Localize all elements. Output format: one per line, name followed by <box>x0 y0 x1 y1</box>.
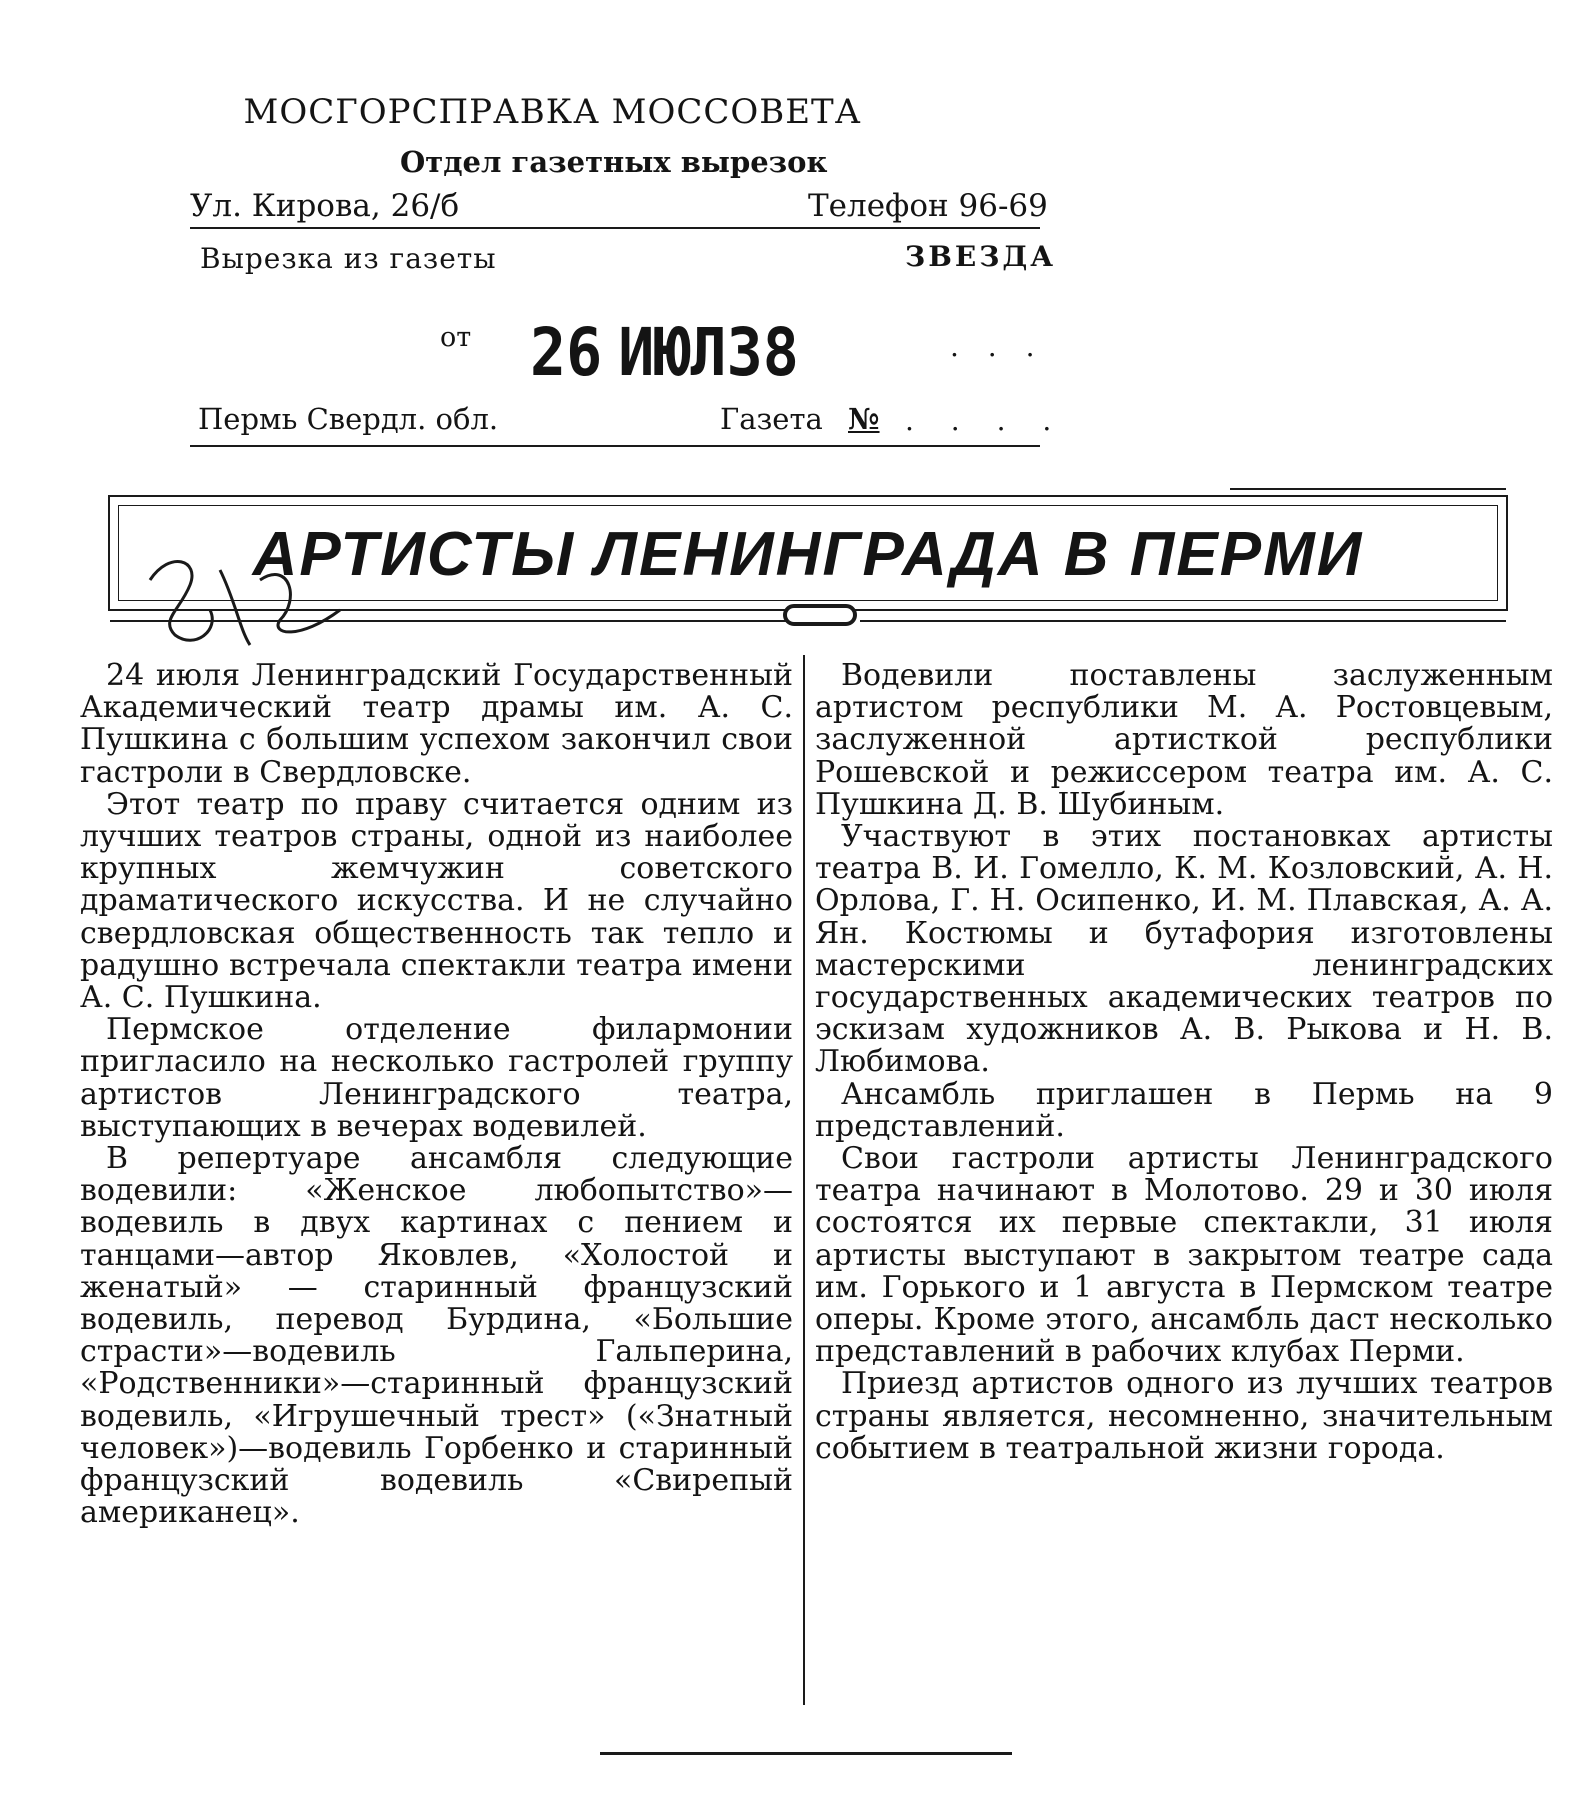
date-dots: . . . <box>950 330 1045 363</box>
date-month-year: ИЮЛ38 <box>618 314 799 392</box>
address-underline <box>190 227 1040 229</box>
paragraph: Участвуют в этих постановках артисты театра В. И. Гомелло, К. М. Козловский, А. Н. Орлова, Г. Н. Осипенко, И. М. Плавская, А. А. Ян. Костюмы и бутафория изготовлены мастерскими ленинградских государственных академических театров по эскизам художников А. В. Рыкова и Н. В. Любимова. <box>815 819 1553 1080</box>
address: Ул. Кирова, 26/б <box>190 188 460 224</box>
article-end-rule <box>600 1752 1012 1755</box>
header-bottom-rule <box>190 445 1040 447</box>
handwritten-signature <box>140 540 370 660</box>
headline-rule-right <box>860 620 1506 622</box>
newspaper-name: ЗВЕЗДА <box>905 240 1057 273</box>
phone: Телефон 96-69 <box>808 188 1048 224</box>
paragraph: Свои гастроли артисты Ленинградского театра начинают в Молотово. 29 и 30 июля состоятся их первые спектакли, 31 июля артисты выступают в закрытом театре сада им. Горького и 1 августа в Пермском театре оперы. Кроме этого, ансамбль даст несколько представлений в рабочих клубах Перми. <box>815 1141 1553 1370</box>
ornament-divider <box>783 604 857 626</box>
city: Пермь Свердл. обл. <box>198 402 499 436</box>
column-divider <box>803 655 805 1705</box>
headline-rule-left <box>110 620 790 622</box>
clipping-from-label: Вырезка из газеты <box>200 242 497 275</box>
agency-title: МОСГОРСПРАВКА МОССОВЕТА <box>243 92 862 132</box>
paragraph: Приезд артистов одного из лучших театров страны является, несомненно, значительным событием в театральной жизни города. <box>815 1366 1553 1466</box>
headline: АРТИСТЫ ЛЕНИНГРАДА В ПЕРМИ <box>252 520 1364 589</box>
paragraph: 24 июля Ленинградский Государственный Академический театр драмы им. А. С. Пушкина с большим успехом закончил свои гастроли в Свердловске. <box>80 658 793 790</box>
department-subtitle: Отдел газетных вырезок <box>400 145 828 179</box>
date-stamp <box>530 315 799 392</box>
paragraph: Пермское отделение филармонии пригласило на несколько гастролей группу артистов Ленинградского театра, выступающих в вечерах водевилей. <box>80 1012 793 1144</box>
paragraph: Водевили поставлены заслуженным артистом республики М. А. Ростовцевым, заслуженной артисткой республики Рошевской и режиссером театра им. А. С. Пушкина Д. В. Шубиным. <box>815 658 1553 822</box>
paragraph: Ансамбль приглашен в Пермь на 9 представлений. <box>815 1076 1553 1144</box>
paragraph: Этот театр по праву считается одним из лучших театров страны, одной из наиболее крупных жемчужин советского драматического искусства. И не случайно свердловская общественность так тепло и радушно встречала спектакли театра имени А. С. Пушкина. <box>80 786 793 1016</box>
number-sign: № <box>848 402 880 436</box>
paragraph: В репертуаре ансамбля следующие водевили: «Женское любопытство»— водевиль в двух картинах с пением и танцами—автор Яковлев, «Холостой и женатый» — старинный французский водевиль, перевод Бурдина, «Большие страсти»—водевиль Гальперина, «Родственники»—старинный французский водевиль, «Игрушечный трест» («Знатный человек»)—водевиль Горбенко и старинный французский водевиль «Свирепый американец». <box>80 1141 793 1531</box>
gazeta-label: Газета <box>720 402 823 436</box>
article-right-column <box>815 660 1553 1465</box>
frame-top-rule <box>1230 488 1506 490</box>
number-dots: . . . . <box>905 404 1066 437</box>
article-left-column <box>80 660 793 1529</box>
from-label: от <box>440 322 472 353</box>
date-day: 26 <box>530 314 603 392</box>
